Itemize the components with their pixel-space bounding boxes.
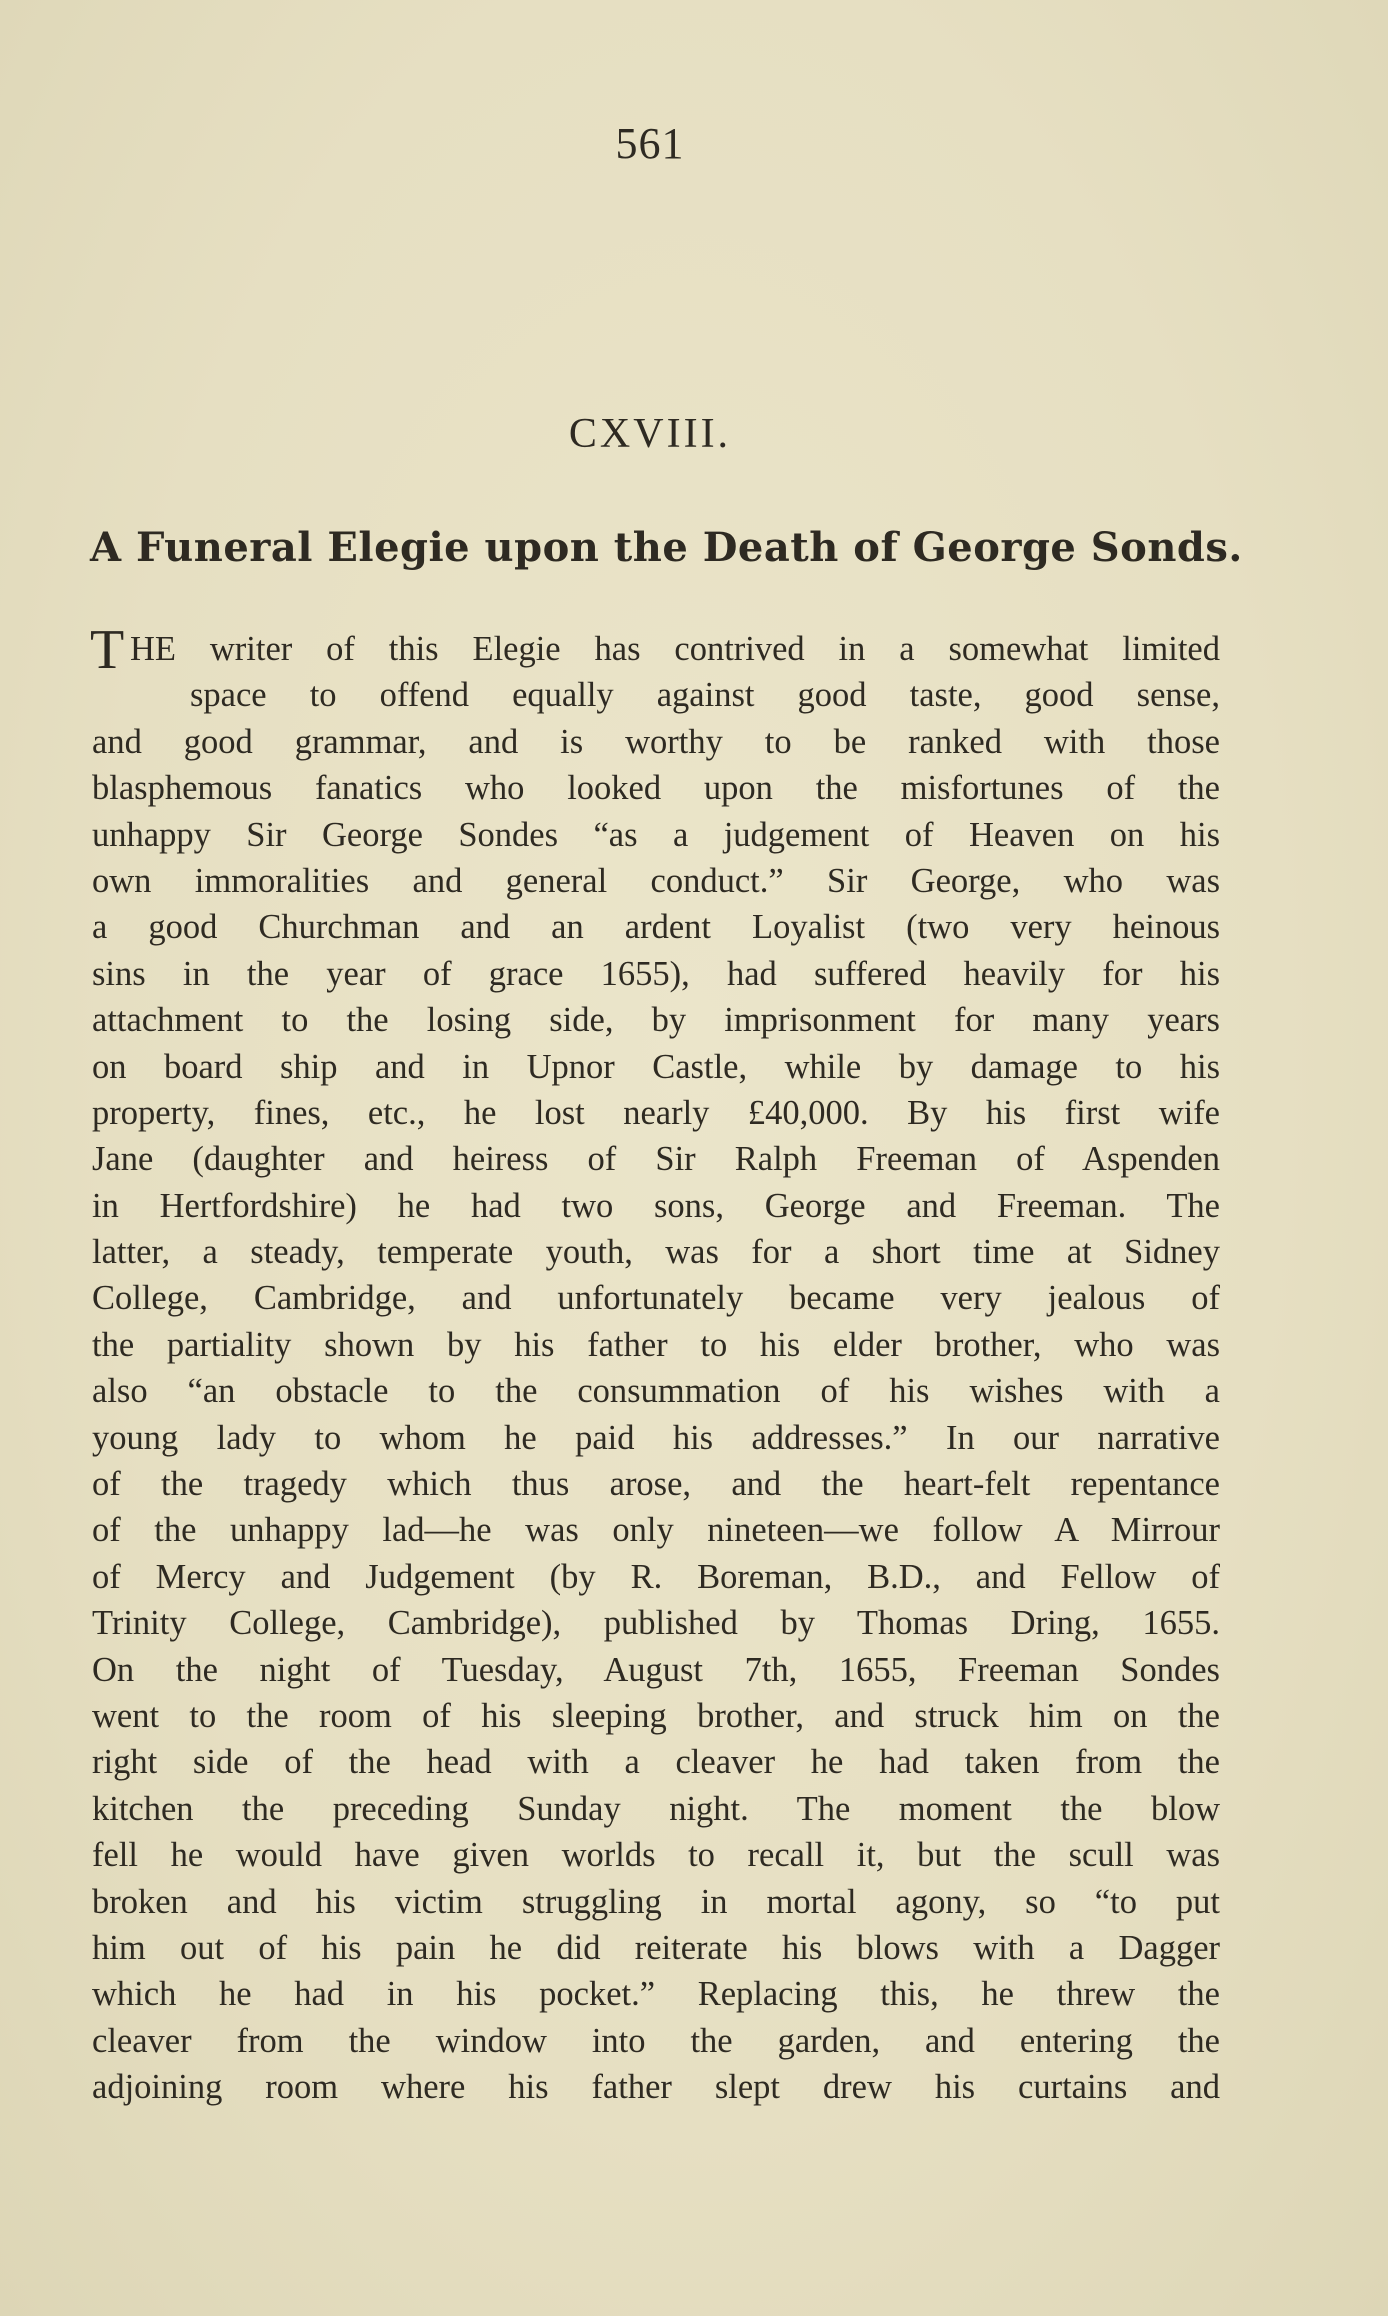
text-segment: on board ship and in Upnor Castle, while by damage to his	[92, 1047, 1220, 1086]
text-segment: attachment to the losing side, by imprisonment for many years	[92, 1001, 1220, 1040]
text-line	[92, 1090, 1220, 1136]
text-line	[92, 1183, 1220, 1229]
text-line	[92, 1600, 1220, 1646]
text-line	[92, 1879, 1220, 1925]
text-line	[92, 1832, 1220, 1878]
text-segment: and good grammar, and is worthy to be ranked with those	[92, 722, 1220, 761]
text-line	[92, 765, 1220, 811]
text-segment: fell he would have given worlds to recall it, but the scull was	[92, 1836, 1220, 1875]
text-line	[92, 1554, 1220, 1600]
text-segment: right side of the head with a cleaver he had taken from the	[92, 1743, 1220, 1782]
text-segment: unhappy Sir George Sondes “as a judgement of Heaven on his	[92, 815, 1220, 854]
text-line	[92, 1275, 1220, 1321]
text-line	[90, 619, 1220, 681]
text-segment: blasphemous fanatics who looked upon the misfortunes of the	[92, 769, 1220, 808]
page-number: 561	[615, 119, 685, 168]
text-line	[92, 2018, 1220, 2064]
text-segment: kitchen the preceding Sunday night. The moment the blow	[92, 1789, 1220, 1828]
text-segment: latter, a steady, temperate youth, was for a short time at Sidney	[92, 1233, 1220, 1272]
text-line	[92, 1647, 1220, 1693]
text-segment: in Hertfordshire) he had two sons, George and Freeman. The	[92, 1186, 1220, 1225]
text-segment: went to the room of his sleeping brother, and struck him on the	[92, 1696, 1220, 1735]
italic-text: A Mirrour	[1054, 1511, 1220, 1550]
text-segment: space to offend equally against good taste, good sense,	[190, 676, 1220, 715]
text-segment: broken and his victim struggling in mortal agony, so “to put	[92, 1882, 1220, 1921]
text-line	[92, 1693, 1220, 1739]
text-line	[92, 1786, 1220, 1832]
text-segment: of the tragedy which thus arose, and the heart-felt repentance	[92, 1465, 1220, 1504]
text-segment: HE writer of this	[130, 630, 473, 668]
text-segment: On the night of Tuesday, August 7th, 1655, Freeman Sondes	[92, 1650, 1220, 1689]
text-line	[92, 1322, 1220, 1368]
chapter-title: A Funeral Elegie upon the Death of George Sonds.	[90, 524, 1243, 571]
text-line	[92, 672, 1220, 718]
text-line	[92, 1136, 1220, 1182]
text-segment: him out of his pain he did reiterate his blows with a Dagger	[92, 1928, 1220, 1967]
text-segment: has contrived in a somewhat limited	[560, 630, 1220, 668]
text-segment: (by R. Boreman, B.D., and Fellow of	[514, 1557, 1220, 1596]
text-line	[92, 1739, 1220, 1785]
text-line	[92, 904, 1220, 950]
text-segment: cleaver from the window into the garden, and entering the	[92, 2021, 1220, 2060]
italic-text: Elegie	[472, 630, 561, 668]
text-segment: the partiality shown by his father to his elder brother, who was	[92, 1325, 1220, 1364]
text-line	[92, 1044, 1220, 1090]
text-line	[92, 1229, 1220, 1275]
text-segment: Jane (daughter and heiress of Sir Ralph Freeman of Aspenden	[92, 1140, 1220, 1179]
text-segment: own immoralities and general conduct.” Sir George, who was	[92, 861, 1220, 900]
text-segment: adjoining room where his father slept drew his curtains and	[92, 2068, 1220, 2107]
text-segment: property, fines, etc., he lost nearly £40,000. By his first wife	[92, 1093, 1220, 1132]
text-segment: of the unhappy lad—he was only nineteen—we follow	[92, 1511, 1055, 1550]
text-line	[92, 1971, 1220, 2017]
text-line	[92, 1415, 1220, 1461]
text-segment: also “an obstacle to the consummation of his wishes with a	[92, 1372, 1220, 1411]
text-line	[92, 1461, 1220, 1507]
text-line	[92, 1925, 1220, 1971]
chapter-number: CXVIII.	[568, 411, 732, 457]
text-line	[92, 1507, 1220, 1553]
text-segment: which he had in his pocket.” Replacing this, he threw the	[92, 1975, 1220, 2014]
text-line	[92, 1368, 1220, 1414]
drop-cap: T	[90, 619, 125, 681]
text-line	[92, 951, 1220, 997]
text-segment: sins in the year of grace 1655), had suffered heavily for his	[92, 954, 1220, 993]
text-segment: Trinity College, Cambridge), published by Thomas Dring, 1655.	[92, 1604, 1220, 1643]
text-segment: a good Churchman and an ardent Loyalist (two very heinous	[92, 908, 1220, 947]
italic-text: of Mercy and Judgement	[92, 1557, 515, 1596]
text-line	[92, 812, 1220, 858]
body-paragraph	[90, 619, 1220, 2111]
text-line	[92, 719, 1220, 765]
text-line	[92, 858, 1220, 904]
text-line	[92, 2064, 1220, 2110]
text-segment: College, Cambridge, and unfortunately became very jealous of	[92, 1279, 1220, 1318]
text-segment: young lady to whom he paid his addresses.” In our narrative	[92, 1418, 1220, 1457]
text-line	[92, 997, 1220, 1043]
